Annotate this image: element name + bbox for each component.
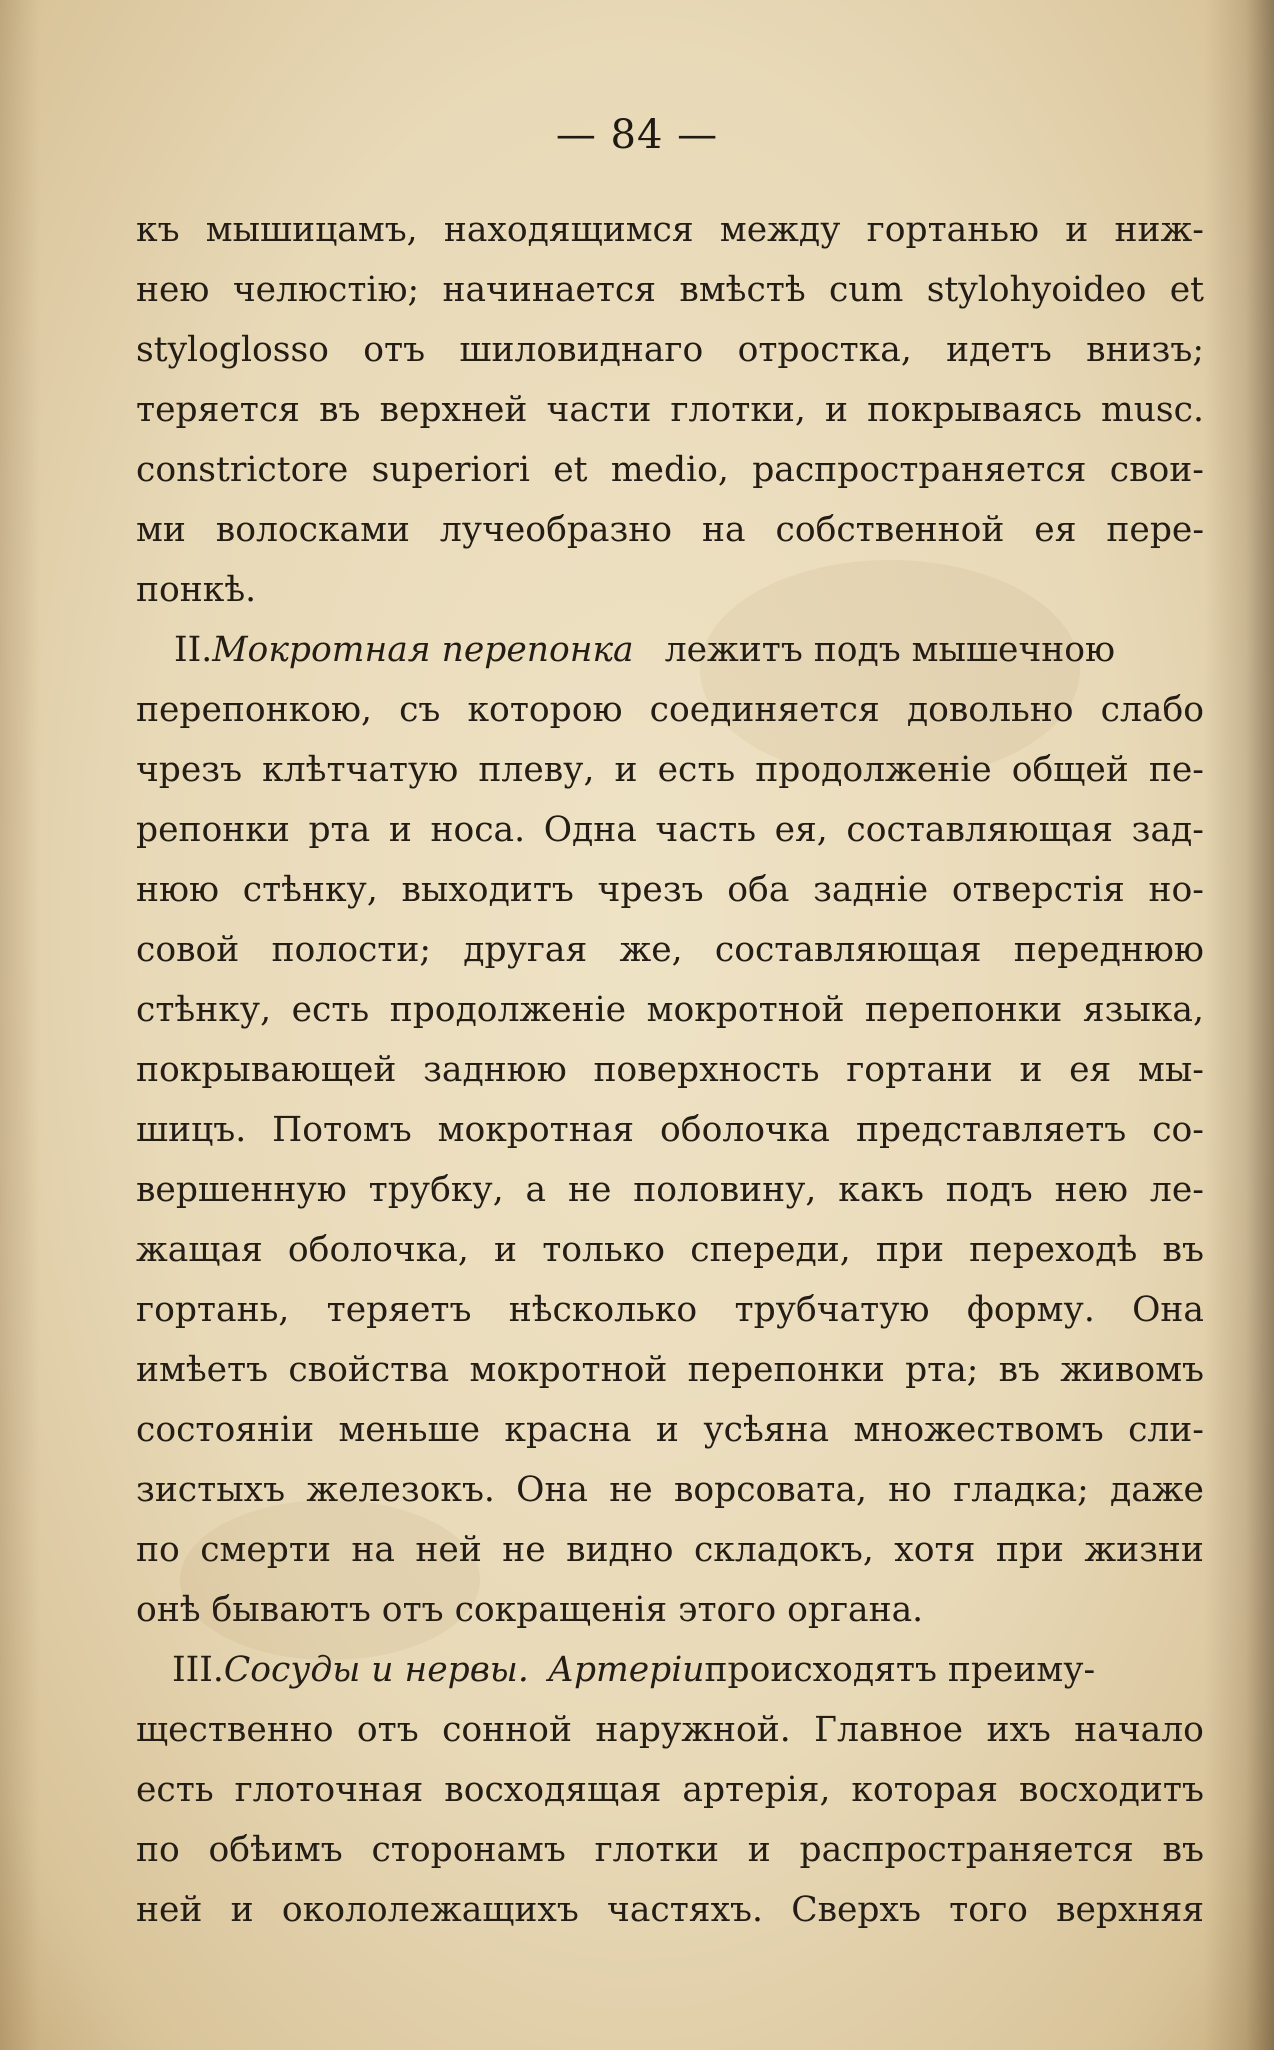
word: лучеобразно <box>439 510 673 550</box>
word: при <box>995 1530 1064 1570</box>
section-heading: Мокротная перепонка <box>212 630 634 670</box>
text-line <box>136 1280 1204 1340</box>
word: Потомъ <box>272 1110 412 1150</box>
word: et <box>553 450 588 490</box>
word: по <box>136 1830 180 1870</box>
word: вершенную <box>136 1170 347 1210</box>
word: между <box>719 210 841 250</box>
section-heading-line: II. Мокротная перепонка лежитъ подъ мышечною <box>136 620 1204 680</box>
word: гладка; <box>953 1470 1089 1510</box>
word: шиловиднаго <box>459 330 704 370</box>
word: съ <box>399 690 441 730</box>
word: оболочка <box>660 1110 830 1150</box>
section-number: II. <box>174 630 213 670</box>
word: ней <box>415 1530 482 1570</box>
word: superiori <box>371 450 530 490</box>
word: половину, <box>633 1170 817 1210</box>
word: свойства <box>288 1350 450 1390</box>
text-line <box>136 680 1204 740</box>
body-text <box>136 200 1204 1940</box>
word: меньше <box>338 1410 480 1450</box>
text-line <box>136 860 1204 920</box>
word: составляющая <box>846 810 1114 850</box>
word: внизъ; <box>1086 330 1204 370</box>
word: соединяется <box>649 690 880 730</box>
word: а <box>525 1170 547 1210</box>
word: отверстія <box>951 870 1125 910</box>
word: красна <box>504 1410 632 1450</box>
text-line <box>136 1460 1204 1520</box>
word: продолженіе <box>755 750 992 790</box>
word: щественно <box>136 1710 334 1750</box>
text-line <box>136 1160 1204 1220</box>
word: сонной <box>442 1710 572 1750</box>
word: по <box>136 1530 180 1570</box>
word: стѣнку, <box>242 870 378 910</box>
word: подъ <box>945 1170 1033 1210</box>
word: теряется <box>136 390 300 430</box>
word: видно <box>566 1530 674 1570</box>
word: при <box>875 1230 944 1270</box>
word: идетъ <box>946 330 1052 370</box>
word: множествомъ <box>853 1410 1104 1450</box>
word: перепонкою, <box>136 690 373 730</box>
word: Сверхъ <box>791 1890 921 1930</box>
word: совой <box>136 930 240 970</box>
word: пе- <box>1148 750 1204 790</box>
text-line <box>136 1400 1204 1460</box>
text-line <box>136 980 1204 1040</box>
text-line <box>136 200 1204 260</box>
word: Главное <box>814 1710 964 1750</box>
word: жащая <box>136 1230 263 1270</box>
word: живомъ <box>1060 1350 1204 1390</box>
word: челюстію; <box>232 270 420 310</box>
word: ворсовата, <box>673 1470 867 1510</box>
word: вмѣстѣ <box>679 270 806 310</box>
word: и <box>1065 210 1089 250</box>
word: находящимся <box>443 210 694 250</box>
word: артерія, <box>682 1770 831 1810</box>
word: складокъ, <box>693 1530 874 1570</box>
word: частяхъ. <box>607 1890 763 1930</box>
text-line <box>136 320 1204 380</box>
text-line <box>136 1700 1204 1760</box>
text-line <box>136 380 1204 440</box>
word: перепонки <box>687 1350 885 1390</box>
word: гортань, <box>136 1290 290 1330</box>
word: constrictore <box>136 450 349 490</box>
word: на <box>702 510 746 550</box>
word: есть <box>657 750 736 790</box>
word: нею <box>136 270 210 310</box>
text-line: онѣ бываютъ отъ сокращенія этого органа. <box>136 1590 924 1630</box>
word: чрезъ <box>136 750 243 790</box>
word: общей <box>1011 750 1129 790</box>
word: и <box>747 1830 771 1870</box>
word: начало <box>1074 1710 1204 1750</box>
text-line <box>136 1220 1204 1280</box>
word: только <box>542 1230 666 1270</box>
subsection-heading: Артеріи <box>547 1650 705 1690</box>
text-line <box>136 740 1204 800</box>
word: довольно <box>906 690 1074 730</box>
text-line <box>136 1820 1204 1880</box>
word: зистыхъ <box>136 1470 286 1510</box>
word: железокъ. <box>306 1470 495 1510</box>
word: распространяется <box>799 1830 1134 1870</box>
word: представляетъ <box>855 1110 1127 1150</box>
word: часть <box>655 810 756 850</box>
word: собственной <box>775 510 1005 550</box>
word: другая <box>463 930 588 970</box>
word: слабо <box>1100 690 1204 730</box>
word: мы- <box>1138 1050 1204 1090</box>
word: мышицамъ, <box>205 210 418 250</box>
word: выходитъ <box>401 870 574 910</box>
word: styloglosso <box>136 330 329 370</box>
word: трубчатую <box>734 1290 930 1330</box>
word: нею <box>1054 1170 1129 1210</box>
word: форму. <box>966 1290 1095 1330</box>
word: оба <box>727 870 790 910</box>
word: и <box>824 390 848 430</box>
word: на <box>351 1530 395 1570</box>
word: спереди, <box>690 1230 851 1270</box>
word: и <box>614 750 638 790</box>
text-line <box>136 500 1204 560</box>
word: рта <box>308 810 371 850</box>
word: носа. <box>430 810 526 850</box>
word: къ <box>136 210 180 250</box>
word: смерти <box>200 1530 331 1570</box>
text-line <box>136 1760 1204 1820</box>
text-line <box>136 1100 1204 1160</box>
word: перепонки <box>865 990 1063 1030</box>
word: состояніи <box>136 1410 315 1450</box>
word: какъ <box>838 1170 924 1210</box>
word: въ <box>319 390 361 430</box>
word: обѣимъ <box>208 1830 343 1870</box>
word: нюю <box>136 870 220 910</box>
word: продолженіе <box>389 990 627 1030</box>
word: окололежащихъ <box>281 1890 579 1930</box>
word: даже <box>1110 1470 1204 1510</box>
page-number: — 84 — <box>555 112 719 158</box>
word: ниж- <box>1114 210 1204 250</box>
word: и <box>230 1890 254 1930</box>
word: Она <box>1132 1290 1204 1330</box>
word: не <box>567 1170 612 1210</box>
word: покрывающей <box>136 1050 397 1090</box>
word: оболочка, <box>287 1230 469 1270</box>
word: зад- <box>1131 810 1204 850</box>
word: восходящая <box>444 1770 662 1810</box>
section-heading: Сосуды и нервы. <box>223 1650 529 1690</box>
word: задніе <box>813 870 929 910</box>
word: глоточная <box>234 1770 424 1810</box>
word: составляющая <box>714 930 982 970</box>
word: Она <box>516 1470 589 1510</box>
word: сторонамъ <box>371 1830 566 1870</box>
word: medio, <box>610 450 729 490</box>
word: глотки, <box>670 390 806 430</box>
word: репонки <box>136 810 290 850</box>
word: и <box>494 1230 517 1270</box>
word: имѣетъ <box>136 1350 269 1390</box>
word: musc. <box>1101 390 1204 430</box>
word: есть <box>291 990 370 1030</box>
word: мокротной <box>646 990 845 1030</box>
section-heading-line: III. Сосуды и нервы. Артеріи происходятъ преиму- <box>136 1640 1204 1700</box>
word: гортанью <box>866 210 1040 250</box>
word: сли- <box>1128 1410 1204 1450</box>
word: глотки <box>594 1830 719 1870</box>
word: пере- <box>1106 510 1204 550</box>
word: языка, <box>1082 990 1204 1030</box>
word: мокротная <box>437 1110 635 1150</box>
word: трубку, <box>368 1170 504 1210</box>
word: волосками <box>215 510 410 550</box>
word: шицъ. <box>136 1110 247 1150</box>
word: въ <box>998 1350 1041 1390</box>
word: усѣяна <box>703 1410 830 1450</box>
word: cum <box>829 270 904 310</box>
word: начинается <box>442 270 657 310</box>
word: распространяется <box>752 450 1087 490</box>
word: заднюю <box>423 1050 567 1090</box>
word: не <box>502 1530 546 1570</box>
word: Одна <box>543 810 637 850</box>
word: отростка, <box>737 330 912 370</box>
word: которою <box>467 690 623 730</box>
word: ея, <box>774 810 828 850</box>
word: клѣтчатую <box>262 750 459 790</box>
word: переднюю <box>1013 930 1204 970</box>
word: хотя <box>894 1530 976 1570</box>
word: но <box>888 1470 932 1510</box>
text-line <box>136 920 1204 980</box>
word: не <box>609 1470 653 1510</box>
word: отъ <box>363 330 426 370</box>
text-line <box>136 260 1204 320</box>
word: полости; <box>271 930 431 970</box>
word: верхней <box>379 390 528 430</box>
word: верхняя <box>1056 1890 1204 1930</box>
text-line: понкѣ. <box>136 570 257 610</box>
word: stylohyoideo <box>926 270 1147 310</box>
word: которая <box>851 1770 998 1810</box>
word: чрезъ <box>597 870 704 910</box>
word: отъ <box>356 1710 419 1750</box>
word: свои- <box>1109 450 1204 490</box>
word: части <box>546 390 652 430</box>
word: гортани <box>846 1050 993 1090</box>
word: ней <box>136 1890 203 1930</box>
word: ея <box>1069 1050 1112 1090</box>
word: покрываясь <box>867 390 1082 430</box>
word: ея <box>1034 510 1077 550</box>
word: и <box>388 810 412 850</box>
text-line <box>136 1340 1204 1400</box>
word: въ <box>1162 1230 1204 1270</box>
word: переходѣ <box>969 1230 1138 1270</box>
word: поверхность <box>593 1050 820 1090</box>
word: плеву, <box>478 750 595 790</box>
section-number: III. <box>172 1650 224 1690</box>
word: ихъ <box>986 1710 1051 1750</box>
word: рта; <box>905 1350 979 1390</box>
word: наружной. <box>595 1710 791 1750</box>
text-line <box>136 1520 1204 1580</box>
word: ле- <box>1149 1170 1204 1210</box>
word: жизни <box>1084 1530 1204 1570</box>
word: того <box>949 1890 1028 1930</box>
word: теряетъ <box>326 1290 472 1330</box>
word: et <box>1169 270 1204 310</box>
word: нѣсколько <box>508 1290 698 1330</box>
text-line <box>136 440 1204 500</box>
text-line <box>136 1880 1204 1940</box>
word: есть <box>136 1770 214 1810</box>
word: мокротной <box>469 1350 668 1390</box>
word: и <box>1019 1050 1043 1090</box>
word: и <box>655 1410 679 1450</box>
text-line <box>136 1040 1204 1100</box>
word: въ <box>1162 1830 1204 1870</box>
word: со- <box>1152 1110 1204 1150</box>
word: стѣнку, <box>136 990 272 1030</box>
word: же, <box>619 930 683 970</box>
word: ми <box>136 510 186 550</box>
text-line <box>136 800 1204 860</box>
word: но- <box>1148 870 1204 910</box>
word: восходитъ <box>1018 1770 1204 1810</box>
